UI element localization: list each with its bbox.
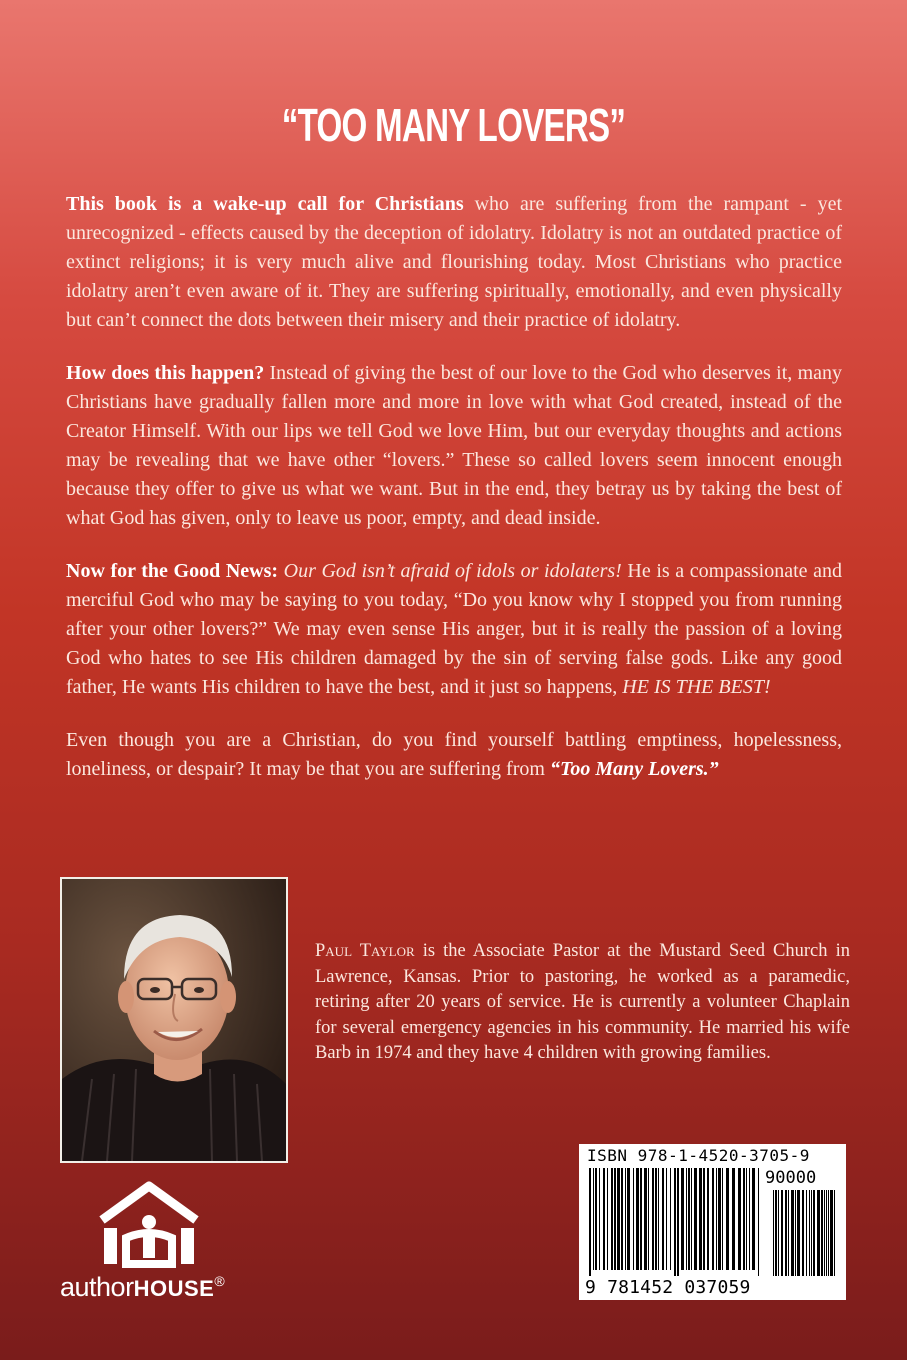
closing-title: “Too Many Lovers.” xyxy=(549,758,719,780)
price-barcode-bar xyxy=(809,1190,810,1276)
barcode-bar xyxy=(617,1168,620,1270)
barcode-bar xyxy=(655,1168,657,1270)
registered-mark: ® xyxy=(214,1273,225,1289)
barcode-bar xyxy=(716,1168,717,1270)
barcode-bar xyxy=(670,1168,671,1270)
price-barcode-bar xyxy=(797,1190,800,1276)
paragraph-closing xyxy=(66,726,842,784)
price-barcode-bar xyxy=(806,1190,807,1276)
price-barcode-bar xyxy=(785,1190,787,1276)
good-news-italic: Our God isn’t afraid of idols or idolaters! xyxy=(283,560,622,582)
price-barcode-bar xyxy=(781,1190,783,1276)
barcode-bar xyxy=(603,1168,605,1270)
barcode-bar xyxy=(688,1168,690,1270)
price-barcode-bar xyxy=(791,1190,794,1276)
barcode-bar xyxy=(640,1168,642,1270)
price-barcode-bar xyxy=(775,1190,777,1276)
barcode-bar xyxy=(593,1168,594,1270)
barcode-bar xyxy=(627,1168,630,1270)
barcode-bar xyxy=(746,1168,747,1270)
closing-text: Even though you are a Christian, do you find yourself battling emptiness, hopelessness, loneliness, or despair? It may be that you are suffering from xyxy=(66,729,842,780)
how-text: Instead of giving the best of our love to the God who deserves it, many Christians have gradually fallen more and more in love with what God created, instead of the Creator Himself. With our lips we tell God we love Him, but our everyday thoughts and actions may be revealing that we have other “lovers.” These so called lovers seem innocent enough because they offer to give us what we want. But in the end, they betray us by taking the best of what God has given, only to leave us poor, empty, and dead inside. xyxy=(66,362,842,529)
author-photo xyxy=(60,877,288,1163)
price-code: 90000 xyxy=(765,1168,817,1188)
barcode-bar xyxy=(666,1168,667,1270)
barcode-bar xyxy=(595,1168,597,1270)
barcode-bar xyxy=(758,1168,759,1276)
paragraph-good-news xyxy=(66,557,842,702)
barcode-bar xyxy=(621,1168,623,1270)
price-barcode-bar xyxy=(826,1190,827,1276)
author-bio-text: is the Associate Pastor at the Mustard Seed Church in Lawrence, Kansas. Prior to pastoring, he worked as a paramedic, retiring after 20 years of service. He is currently a volunteer Chaplain for several emergency agencies in his community. He married his wife Barb in 1974 and they have 4 children with growing families. xyxy=(315,941,850,1063)
publisher-name xyxy=(60,1272,224,1303)
barcode-bar xyxy=(644,1168,647,1270)
barcode-bar xyxy=(712,1168,714,1270)
barcode-bar xyxy=(726,1168,729,1270)
price-barcode-bar xyxy=(821,1190,823,1276)
barcode-bar xyxy=(658,1168,659,1270)
barcode-bar xyxy=(677,1168,679,1276)
barcode-bar xyxy=(599,1168,600,1270)
barcode-bar xyxy=(707,1168,709,1270)
intro-text: who are suffering from the rampant - yet unrecognized - effects caused by the deception of idolatry. Idolatry is not an outdated practice of extinct religions; it is very much alive and flourishing today. Most Christians who practice idolatry aren’t even aware of it. They are suffering spiritually, emotionally, and even physically but can’t connect the dots between their misery and their practice of idolatry. xyxy=(66,193,843,331)
isbn-barcode xyxy=(579,1144,846,1300)
price-barcode-bar xyxy=(811,1190,812,1276)
barcode-bar xyxy=(633,1168,634,1270)
intro-lead: This book is a wake-up call for Christians xyxy=(66,193,464,215)
author-bio xyxy=(315,939,850,1067)
barcode-bar xyxy=(607,1168,608,1270)
barcode-bar xyxy=(614,1168,616,1270)
price-barcode-bar xyxy=(778,1190,779,1276)
publisher-suffix: HOUSE xyxy=(133,1276,215,1301)
barcode-bar xyxy=(699,1168,702,1270)
barcode-bar xyxy=(752,1168,755,1270)
price-barcode-bar xyxy=(813,1190,815,1276)
price-barcode-bar xyxy=(802,1190,804,1276)
price-barcode-bar xyxy=(834,1190,835,1276)
good-news-text: He is a compassionate and merciful God who may be saying to you today, “Do you know why I stopped you from running after your other lovers?” We may even sense His anger, but it is really the passion of a loving God who hates to see His children damaged by the sin of serving false gods. Like any good father, He wants His children to have the best, and it just so happens, xyxy=(66,560,842,698)
barcode-bar xyxy=(611,1168,613,1270)
publisher-prefix: author xyxy=(60,1272,134,1302)
barcode-bar xyxy=(703,1168,705,1270)
book-title: “TOO MANY LOVERS” xyxy=(281,99,626,151)
barcode-bar xyxy=(732,1168,735,1270)
publisher-logo xyxy=(60,1180,260,1310)
good-news-lead: Now for the Good News: xyxy=(66,560,279,582)
good-news-end: HE IS THE BEST! xyxy=(622,676,771,698)
barcode-bar xyxy=(743,1168,745,1270)
barcode-bar xyxy=(674,1168,676,1276)
barcode-bar xyxy=(686,1168,687,1270)
price-barcode-bar xyxy=(795,1190,796,1276)
barcode-bar xyxy=(652,1168,654,1270)
barcode-bar xyxy=(636,1168,639,1270)
barcode-bar xyxy=(718,1168,721,1270)
price-barcode-bar xyxy=(828,1190,829,1276)
barcode-bar xyxy=(722,1168,723,1270)
barcode-bar xyxy=(749,1168,750,1270)
author-name: Paul Taylor xyxy=(315,941,415,961)
price-barcode-bar xyxy=(824,1190,825,1276)
barcode-bar xyxy=(625,1168,626,1270)
barcode-bar xyxy=(691,1168,692,1270)
paragraph-intro xyxy=(66,190,842,335)
barcode-number: 9 781452 037059 xyxy=(585,1277,751,1298)
barcode-bar xyxy=(589,1168,591,1276)
back-cover-description xyxy=(66,190,842,808)
barcode-bar xyxy=(681,1168,684,1270)
barcode-bar xyxy=(738,1168,741,1270)
how-lead: How does this happen? xyxy=(66,362,265,384)
price-barcode-bar xyxy=(830,1190,833,1276)
authorhouse-house-icon xyxy=(94,1180,204,1268)
paragraph-how xyxy=(66,359,842,533)
barcode-bar xyxy=(648,1168,649,1270)
isbn-label: ISBN 978-1-4520-3705-9 xyxy=(587,1146,810,1165)
barcode-bars xyxy=(589,1168,839,1278)
barcode-bar xyxy=(694,1168,697,1270)
price-barcode-bar xyxy=(817,1190,820,1276)
barcode-bar xyxy=(662,1168,664,1270)
price-barcode-bar xyxy=(773,1190,774,1276)
price-barcode-bar xyxy=(788,1190,789,1276)
